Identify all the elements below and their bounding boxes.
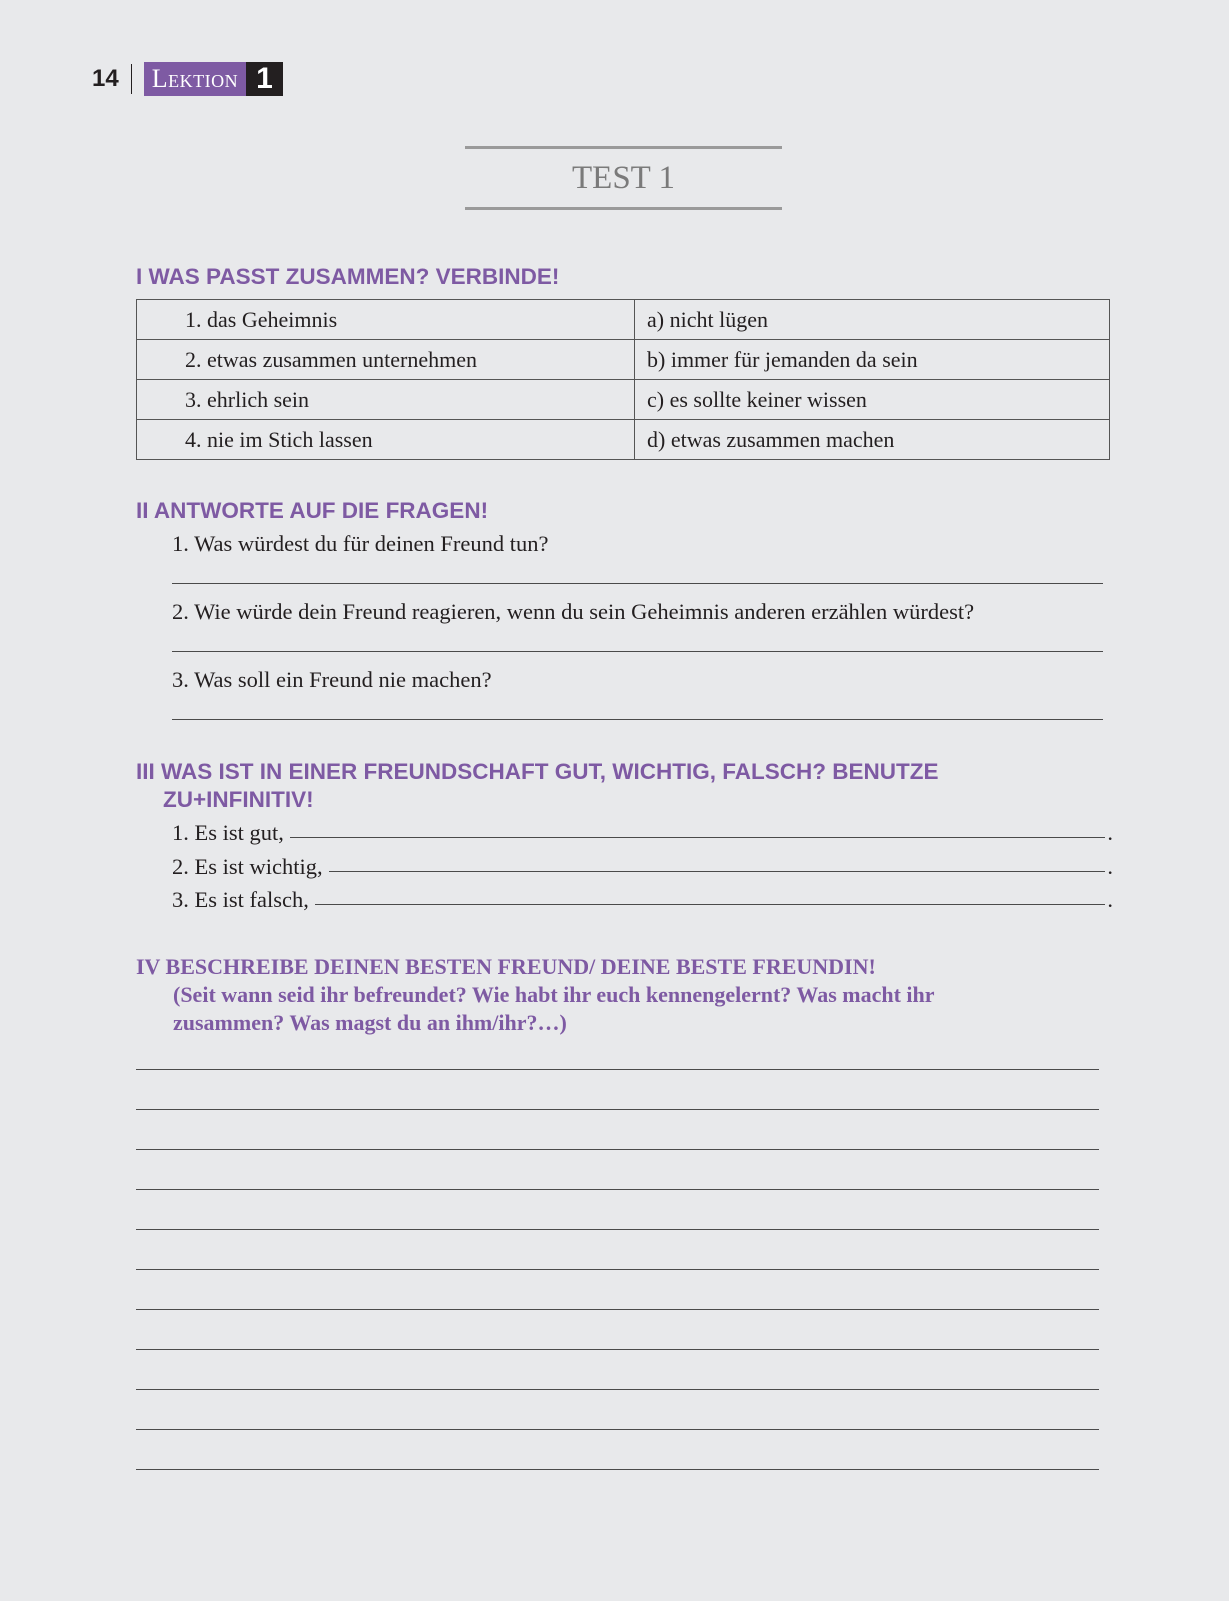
section4-subtitle-1: (Seit wann seid ihr befreundet? Wie habt ihr euch kennengelernt? Was macht ihr bbox=[173, 982, 935, 1007]
table-cell-right: d) etwas zusammen machen bbox=[635, 420, 1110, 460]
fill-end: . bbox=[1107, 820, 1113, 845]
fill-blank[interactable] bbox=[329, 871, 1106, 872]
writing-line[interactable] bbox=[136, 1348, 1099, 1350]
matching-table bbox=[136, 299, 1110, 460]
table-cell-left: 4. nie im Stich lassen bbox=[137, 420, 635, 460]
section3-title-cont: ZU+INFINITIV! bbox=[163, 787, 314, 812]
page-header bbox=[92, 62, 283, 96]
section1-title: I WAS PASST ZUSAMMEN? VERBINDE! bbox=[136, 264, 560, 289]
section3-title: III WAS IST IN EINER FREUNDSCHAFT GUT, WICHTIG, FALSCH? BENUTZE bbox=[136, 759, 939, 784]
answer-line-3[interactable] bbox=[172, 718, 1103, 720]
page-number: 14 bbox=[92, 65, 119, 92]
table-row bbox=[137, 420, 1110, 460]
writing-line[interactable] bbox=[136, 1468, 1099, 1470]
writing-line[interactable] bbox=[136, 1388, 1099, 1390]
lektion-label: Lektion bbox=[144, 62, 246, 96]
section4-title: IV BESCHREIBE DEINEN BESTEN FREUND/ DEINE BESTE FREUNDIN! bbox=[136, 954, 876, 979]
table-row bbox=[137, 340, 1110, 380]
section2-title: II ANTWORTE AUF DIE FRAGEN! bbox=[136, 498, 489, 523]
fill-row-1 bbox=[172, 820, 1113, 846]
table-cell-right: a) nicht lügen bbox=[635, 300, 1110, 340]
writing-line[interactable] bbox=[136, 1268, 1099, 1270]
table-cell-left: 1. das Geheimnis bbox=[137, 300, 635, 340]
fill-prompt: 2. Es ist wichtig, bbox=[172, 854, 323, 879]
fill-end: . bbox=[1107, 887, 1113, 912]
fill-row-2 bbox=[172, 854, 1113, 880]
writing-line[interactable] bbox=[136, 1148, 1099, 1150]
question-2: 2. Wie würde dein Freund reagieren, wenn du sein Geheimnis anderen erzählen würdest? bbox=[172, 599, 975, 624]
writing-line[interactable] bbox=[136, 1108, 1099, 1110]
writing-line[interactable] bbox=[136, 1308, 1099, 1310]
fill-row-3 bbox=[172, 887, 1113, 913]
fill-blank[interactable] bbox=[315, 904, 1106, 905]
writing-line[interactable] bbox=[136, 1228, 1099, 1230]
writing-line[interactable] bbox=[136, 1428, 1099, 1430]
answer-line-2[interactable] bbox=[172, 650, 1103, 652]
fill-end: . bbox=[1107, 854, 1113, 879]
table-cell-left: 2. etwas zusammen unternehmen bbox=[137, 340, 635, 380]
fill-prompt: 3. Es ist falsch, bbox=[172, 887, 309, 912]
lektion-number: 1 bbox=[246, 62, 283, 96]
fill-prompt: 1. Es ist gut, bbox=[172, 820, 284, 845]
table-row bbox=[137, 380, 1110, 420]
table-row bbox=[137, 300, 1110, 340]
section4-subtitle-2: zusammen? Was magst du an ihm/ihr?…) bbox=[173, 1010, 567, 1035]
table-cell-right: c) es sollte keiner wissen bbox=[635, 380, 1110, 420]
fill-blank[interactable] bbox=[290, 837, 1105, 838]
question-1: 1. Was würdest du für deinen Freund tun? bbox=[172, 531, 549, 556]
table-cell-right: b) immer für jemanden da sein bbox=[635, 340, 1110, 380]
writing-line[interactable] bbox=[136, 1068, 1099, 1070]
test-title: TEST 1 bbox=[465, 146, 782, 210]
writing-line[interactable] bbox=[136, 1188, 1099, 1190]
table-cell-left: 3. ehrlich sein bbox=[137, 380, 635, 420]
question-3: 3. Was soll ein Freund nie machen? bbox=[172, 667, 492, 692]
answer-line-1[interactable] bbox=[172, 582, 1103, 584]
header-divider bbox=[131, 64, 132, 94]
